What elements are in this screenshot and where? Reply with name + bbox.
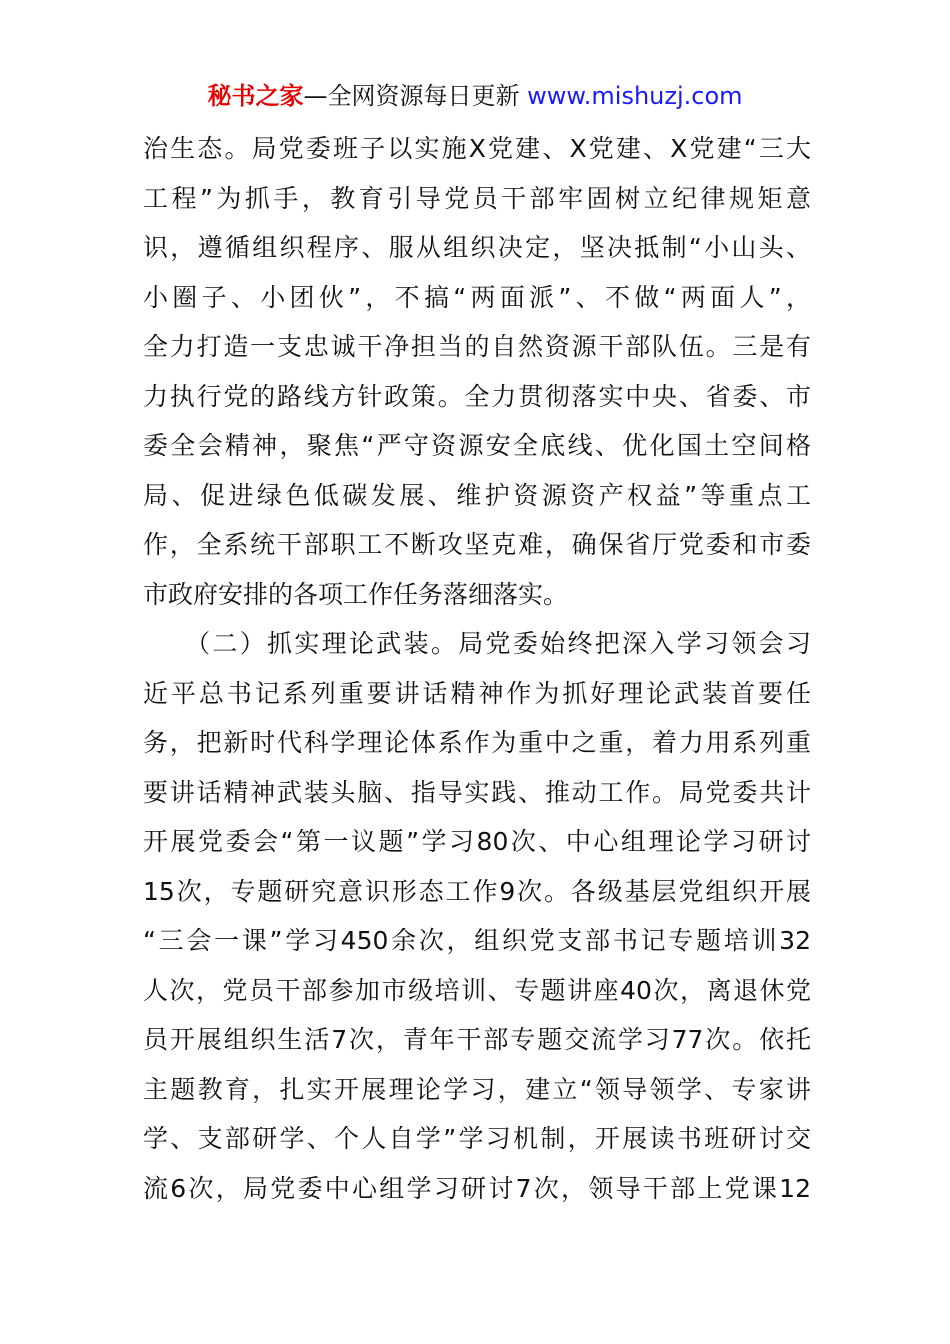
text-line: 开展党委会“第一议题”学习80次、中心组理论学习研讨: [143, 827, 811, 856]
site-brand: 秘书之家: [207, 82, 304, 110]
text-line: 治生态。局党委班子以实施X党建、X党建、X党建“三大: [143, 134, 811, 163]
text-line: 学、支部研学、个人自学”学习机制，开展读书班研讨交: [143, 1124, 811, 1153]
text-line: 人次，党员干部参加市级培训、专题讲座40次，离退休党: [143, 975, 811, 1005]
text-line: 市政府安排的各项工作任务落细落实。: [143, 579, 569, 609]
text-line: 主题教育，扎实开展理论学习，建立“领导领学、专家讲: [143, 1074, 811, 1104]
text-line: 务，把新时代科学理论体系作为重中之重，着力用系列重: [143, 728, 811, 757]
document-body: [143, 124, 811, 1213]
text-line: 力执行党的路线方针政策。全力贯彻落实中央、省委、市: [143, 381, 811, 411]
text-line: 员开展组织生活7次，青年干部专题交流学习77次。依托: [143, 1025, 811, 1054]
text-line: 委全会精神，聚焦“严守资源安全底线、优化国土空间格: [143, 431, 811, 460]
site-url[interactable]: www.mishuzj.com: [519, 82, 743, 110]
text-line: 全力打造一支忠诚干净担当的自然资源干部队伍。三是有: [143, 332, 811, 361]
text-line: 15次，专题研究意识形态工作9次。各级基层党组织开展: [143, 876, 811, 906]
text-line: 近平总书记系列重要讲话精神作为抓好理论武装首要任: [143, 678, 811, 708]
text-line: 流6次，局党委中心组学习研讨7次，领导干部上党课12: [143, 1173, 811, 1203]
text-line: 小圈子、小团伙”，不搞“两面派”、不做“两面人”，: [143, 282, 811, 312]
text-line: 作，全系统干部职工不断攻坚克难，确保省厅党委和市委: [143, 530, 811, 559]
text-line: 工程”为抓手，教育引导党员干部牢固树立纪律规矩意: [143, 183, 811, 213]
text-line: “三会一课”学习450余次，组织党支部书记专题培训32: [143, 926, 811, 955]
text-line: 要讲话精神武装头脑、指导实践、推动工作。局党委共计: [143, 777, 811, 807]
text-line: 局、促进绿色低碳发展、维护资源资产权益”等重点工: [143, 480, 811, 510]
text-line: （二）抓实理论武装。局党委始终把深入学习领会习: [143, 629, 811, 658]
text-line: 识，遵循组织程序、服从组织决定，坚决抵制“小山头、: [143, 233, 811, 262]
site-header: [0, 80, 950, 112]
site-tagline: —全网资源每日更新: [303, 82, 520, 110]
